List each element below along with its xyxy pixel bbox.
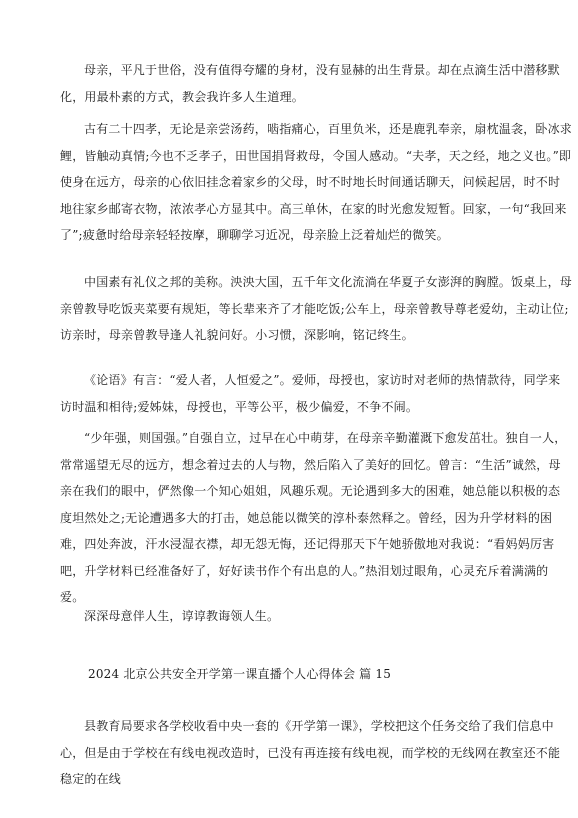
paragraph-2: 古有二十四孝，无论是亲尝汤药，啮指痛心，百里负米，还是鹿乳奉亲，扇枕温衾，卧冰求鲤，皆触动真情;今也不乏孝子，田世国捐肾救母，令国人感动。“夫孝，天之经，地之义也。”即使身在远方，母亲的心依旧挂念着家乡的父母，时不时地长时间通话聊天，问候起居，时不时地往家乡邮寄衣物，浓浓孝心方显其中。高三单休，在家的时光愈发短暂。回家，一句“我回来了”;疲惫时给母亲轻轻按摩，聊聊学习近况，母亲脸上泛着灿烂的微笑。 — [60, 122, 573, 242]
section-heading: 2024 北京公共安全开学第一课直播个人心得体会 篇 15 — [88, 667, 392, 681]
paragraph-4: 《论语》有言：“爱人者，人恒爱之”。爱师，母授也，家访时对老师的热情款待，同学来访时温和相待;爱姊妹，母授也，平等公平，极少偏爱，不争不闹。 — [60, 373, 561, 414]
paragraph-7: 县教育局要求各学校收看中央一套的《开学第一课》，学校把这个任务交给了我们信息中心，但是由于学校在有线电视改造时，已没有再连接有线电视，而学校的无线网在教室还不能稳定的在线 — [60, 719, 561, 786]
paragraph-6: 深深母意伴人生，谆谆教诲领人生。 — [84, 609, 280, 623]
paragraph-5: “少年强，则国强。”自强自立，过早在心中萌芽，在母亲辛勤灌溉下愈发茁壮。独自一人，常常遥望无尽的远方，想念着过去的人与物，然后陷入了美好的回忆。曾言：“生活”诚然，母亲在我们的眼中，俨然像一个知心姐姐，风趣乐观。无论遇到多大的困难，她总能以积极的态度坦然处之;无论遭遇多大的打击，她总能以微笑的淳朴泰然释之。曾经，因为升学材料的困难，四处奔波，汗水浸湿衣襟，却无怨无悔，还记得那天下午她骄傲地对我说：“看妈妈厉害吧，升学材料已经准备好了，好好读书作个有出息的人。”热泪划过眼角，心灵充斥着满满的爱。 — [60, 431, 567, 604]
paragraph-1: 母亲，平凡于世俗，没有值得夸耀的身材，没有显赫的出生背景。却在点滴生活中潜移默化，用最朴素的方式，教会我许多人生道理。 — [60, 63, 560, 104]
paragraph-3: 中国素有礼仪之邦的美称。泱泱大国，五千年文化流淌在华夏子女澎湃的胸膛。饭桌上，母亲曾教导吃饭夹菜要有规矩，等长辈来齐了才能吃饭;公车上，母亲曾教导尊老爱幼，主动让位;访亲时，母亲曾教导逢人礼貌问好。小习惯，深影响，铭记终生。 — [60, 275, 573, 342]
